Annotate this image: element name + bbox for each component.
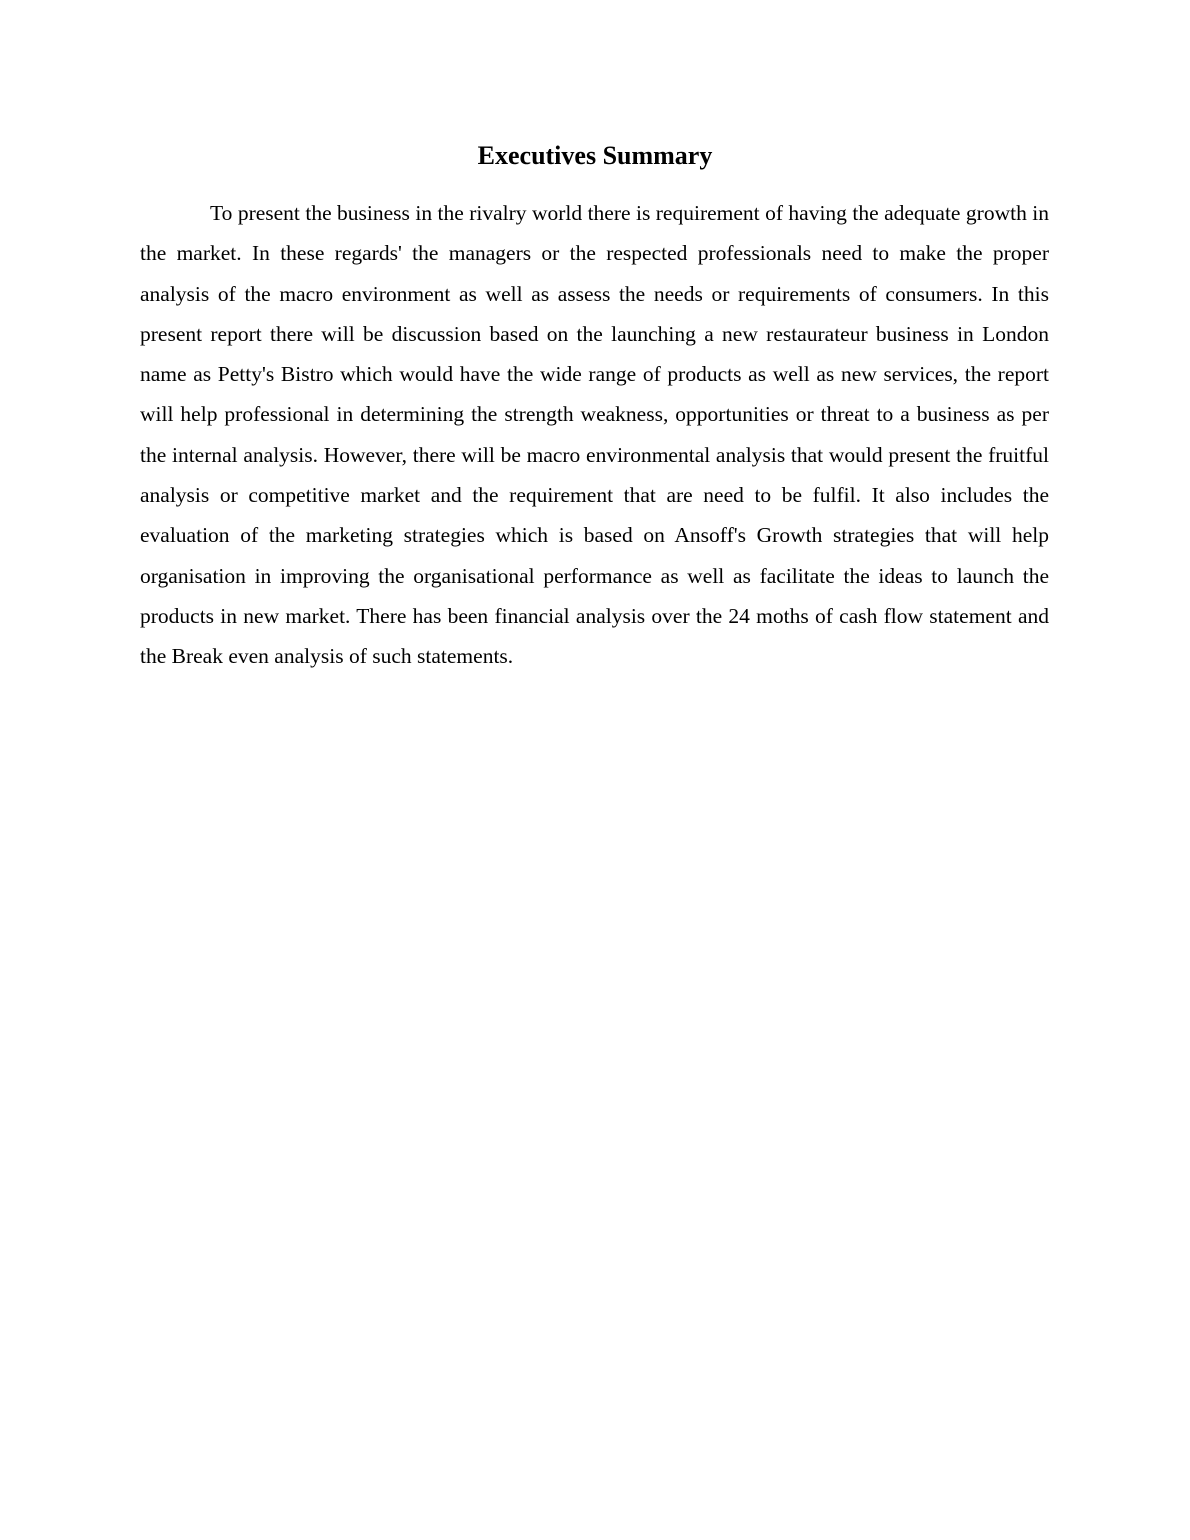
- page-title: Executives Summary: [477, 141, 713, 170]
- summary-paragraph: To present the business in the rivalry world there is requirement of having the adequate growth in the market. In these regards' the managers or the respected professionals need to make the proper analysis of the macro environment as well as assess the needs or requirements of consumers. In this present report there will be discussion based on the launching a new restaurateur business in London name as Petty's Bistro which would have the wide range of products as well as new services, the report will help professional in determining the strength weakness, opportunities or threat to a business as per the internal analysis. However, there will be macro environmental analysis that would present the fruitful analysis or competitive market and the requirement that are need to be fulfil. It also includes the evaluation of the marketing strategies which is based on Ansoff's Growth strategies that will help organisation in improving the organisational performance as well as facilitate the ideas to launch the products in new market. There has been financial analysis over the 24 moths of cash flow statement and the Break even analysis of such statements.: [140, 201, 1049, 669]
